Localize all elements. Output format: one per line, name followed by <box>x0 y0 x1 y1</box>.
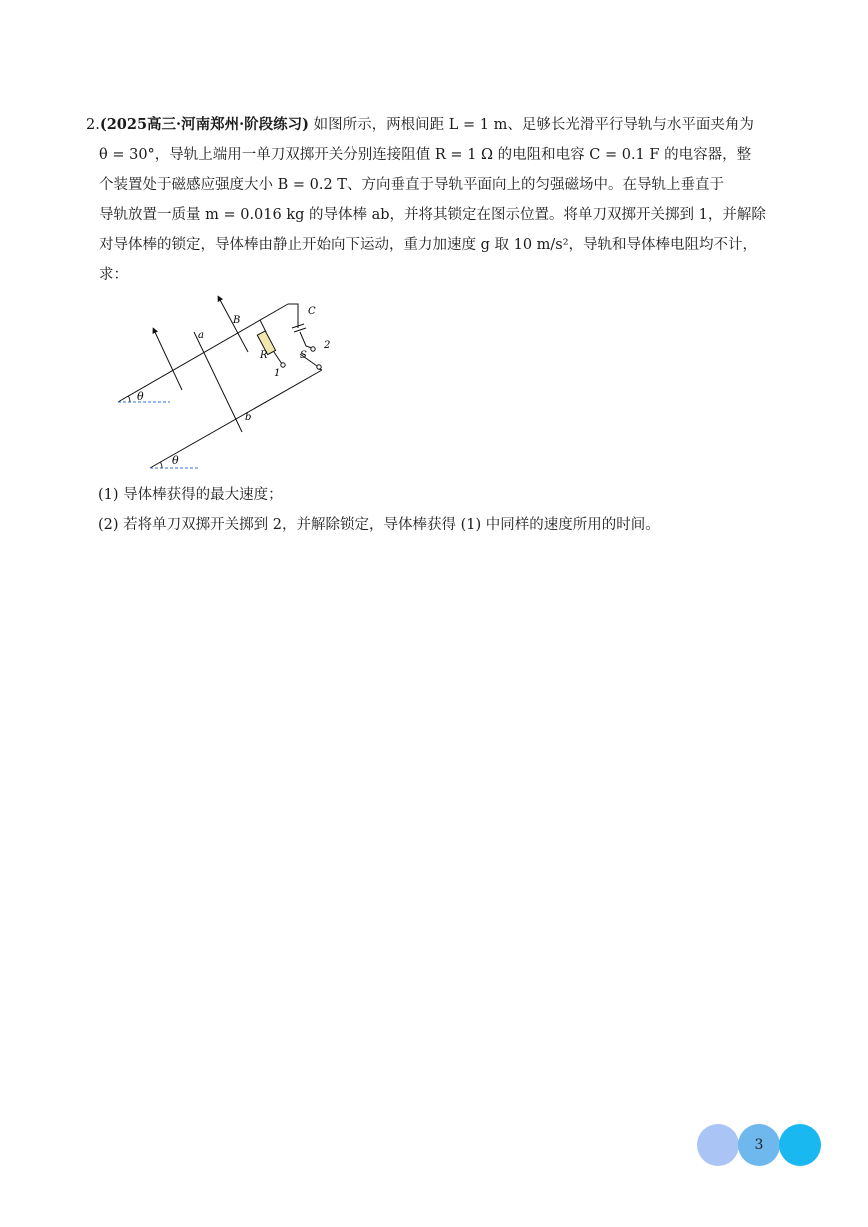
question-text <box>86 110 806 290</box>
rod-label-a: a <box>198 330 204 341</box>
resistor-bottom-wire <box>274 352 282 364</box>
theta-top-label: θ <box>137 390 144 403</box>
theta-bottom-label: θ <box>172 454 179 467</box>
terminal-label-2: 2 <box>324 340 331 351</box>
question-line-3: 个装置处于磁感应强度大小 B = 0.2 T、方向垂直于导轨平面向上的匀强磁场中。在导轨上垂直于 <box>99 177 724 193</box>
question-line-1 <box>86 110 806 140</box>
question-line-4: 导轨放置一质量 m = 0.016 kg 的导体棒 ab，并将其锁定在图示位置。将单刀双掷开关掷到 1，并解除 <box>99 207 766 223</box>
resistor-top-wire <box>260 320 266 332</box>
capacitor-plate-bottom <box>294 328 306 332</box>
page-number: 3 <box>754 1137 764 1153</box>
subquestion-2: (2) 若将单刀双掷开关掷到 2，并解除锁定，导体棒获得 (1) 中同样的速度所用的时间。 <box>98 517 660 533</box>
capacitor-wire <box>288 304 298 328</box>
field-label-B: B <box>233 315 241 326</box>
top-angle-arc <box>128 396 130 402</box>
terminal-1 <box>281 363 285 367</box>
terminal-label-1: 1 <box>274 368 281 379</box>
terminal-2 <box>311 347 315 351</box>
rail-circuit-figure <box>110 292 340 474</box>
switch-pivot <box>317 365 321 369</box>
badge-dot-left <box>697 1124 739 1166</box>
field-arrow-left <box>154 330 182 390</box>
question-line-6: 求： <box>99 267 128 283</box>
page-number-badge <box>697 1124 822 1166</box>
capacitor-to-pos2-wire <box>300 332 312 348</box>
subquestion-1: (1) 导体棒获得的最大速度； <box>98 487 283 503</box>
question-line-5: 对导体棒的锁定，导体棒由静止开始向下运动，重力加速度 g 取 10 m/s²，导轨和导体棒电阻均不计， <box>99 237 758 253</box>
capacitor-label-C: C <box>308 306 316 317</box>
rail-circuit-diagram <box>110 292 340 474</box>
question-line-1-body: 如图所示，两根间距 L = 1 m、足够长光滑平行导轨与水平面夹角为 <box>309 117 754 133</box>
bottom-angle-arc <box>160 462 162 468</box>
switch-label-S: S <box>300 350 307 361</box>
rod-label-b: b <box>245 412 252 423</box>
switch-to-bottom-rail <box>319 369 322 370</box>
question-line-2: θ = 30°，导轨上端用一单刀双掷开关分别连接阻值 R = 1 Ω 的电阻和电容 C = 0.1 F 的电容器，整 <box>99 147 752 163</box>
question-source: (2025高三·河南郑州·阶段练习) <box>99 116 310 133</box>
conductor-rod-ab <box>194 332 242 432</box>
badge-dot-right <box>779 1124 821 1166</box>
resistor-label-R: R <box>260 350 268 361</box>
question-number: 2. <box>86 117 100 133</box>
